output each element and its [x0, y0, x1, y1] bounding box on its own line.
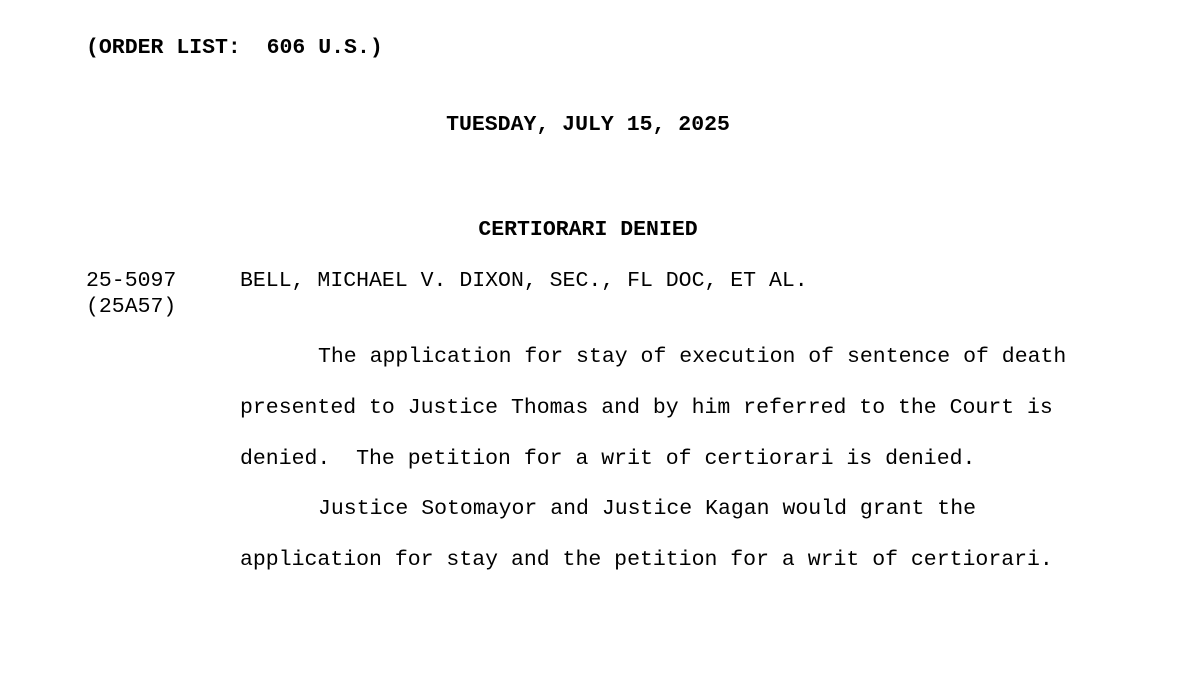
order-list-heading: (ORDER LIST: 606 U.S.)	[86, 36, 383, 60]
order-text-line: The application for stay of execution of sentence of death	[318, 345, 1067, 369]
order-date: TUESDAY, JULY 15, 2025	[446, 113, 730, 137]
case-caption: BELL, MICHAEL V. DIXON, SEC., FL DOC, ET AL.	[240, 269, 808, 293]
docket-number: 25-5097	[86, 269, 177, 293]
application-number: (25A57)	[86, 295, 177, 319]
order-text-line: denied. The petition for a writ of certiorari is denied.	[240, 447, 976, 471]
order-text-line: presented to Justice Thomas and by him referred to the Court is	[240, 396, 1053, 420]
dissent-note-line: application for stay and the petition for a writ of certiorari.	[240, 548, 1053, 572]
section-title: CERTIORARI DENIED	[478, 218, 698, 242]
dissent-note-line: Justice Sotomayor and Justice Kagan would grant the	[318, 497, 977, 521]
